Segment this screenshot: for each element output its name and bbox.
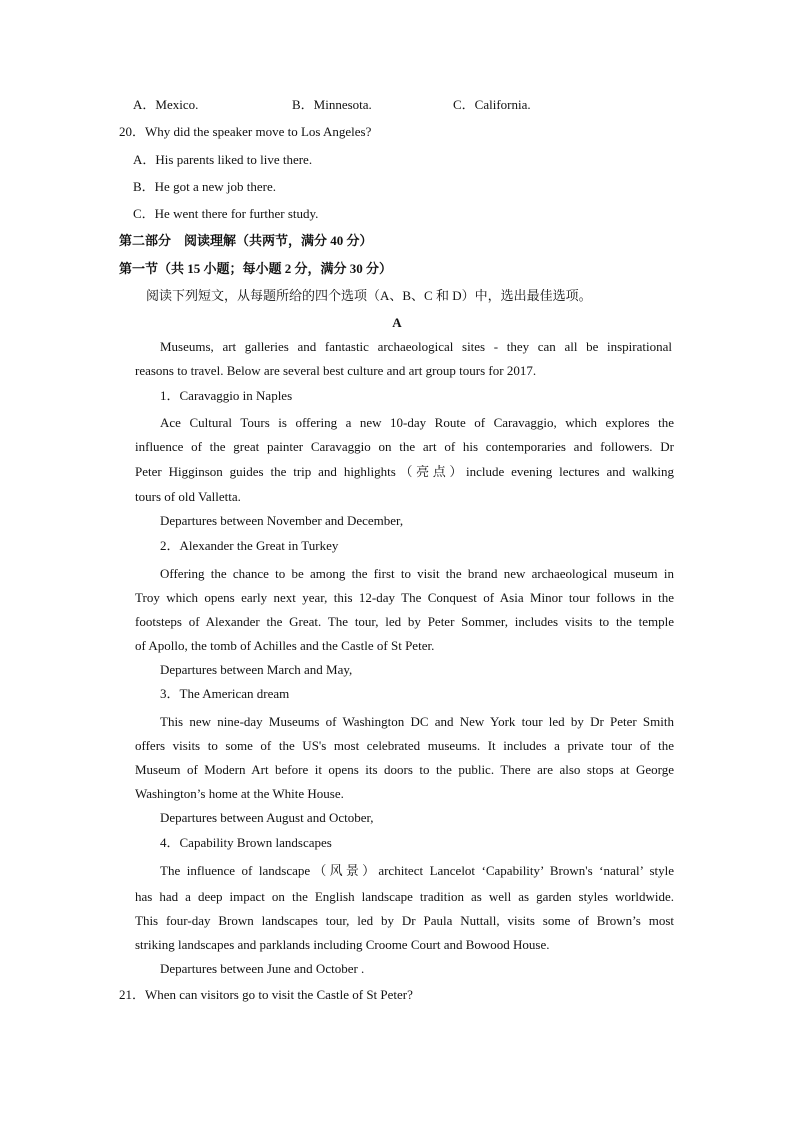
tour2-departures: Departures between March and May, — [160, 662, 353, 677]
tour3-line-3: Museum of Modern Art before it opens its doors to the public. There are also stops at George — [135, 762, 674, 777]
reading-instruction: 阅读下列短文，从每题所给的四个选项（A、B、C 和 D）中，选出最佳选项。 — [146, 288, 592, 303]
q20-option-a: A．His parents liked to live there. — [133, 152, 313, 167]
q20-option-c: C．He went there for further study. — [133, 206, 319, 221]
tour2-line-3: footsteps of Alexander the Great. The tour, led by Peter Sommer, includes visits to the temple — [135, 614, 674, 629]
tour3-title: 3．The American dream — [160, 686, 290, 701]
tour2-line-2: Troy which opens early next year, this 12-day The Conquest of Asia Minor tour follows in the — [135, 590, 674, 605]
tour4-departures: Departures between June and October . — [160, 961, 365, 976]
tour2-title: 2．Alexander the Great in Turkey — [160, 538, 339, 553]
q19-option-a: A．Mexico. — [133, 97, 199, 112]
intro-line-2: reasons to travel. Below are several best culture and art group tours for 2017. — [135, 363, 537, 378]
tour1-line-3: Peter Higginson guides the trip and highlights（亮点）include evening lectures and walking — [135, 464, 674, 479]
tour3-line-2: offers visits to some of the US's most celebrated museums. It includes a private tour of the — [135, 738, 674, 753]
q20-option-b: B．He got a new job there. — [133, 179, 276, 194]
tour4-line-4: striking landscapes and parklands including Croome Court and Bowood House. — [135, 937, 550, 952]
part2-heading: 第二部分 阅读理解（共两节，满分 40 分） — [119, 233, 373, 248]
tour1-line-1: Ace Cultural Tours is offering a new 10-day Route of Caravaggio, which explores the — [160, 415, 674, 430]
tour1-departures: Departures between November and December, — [160, 513, 404, 528]
tour2-line-1: Offering the chance to be among the first to visit the brand new archaeological museum in — [160, 566, 674, 581]
passage-label: A — [392, 315, 402, 330]
q19-option-c: C．California. — [453, 97, 531, 112]
tour1-title: 1．Caravaggio in Naples — [160, 388, 293, 403]
tour1-line-4: tours of old Valletta. — [135, 489, 241, 504]
tour2-line-4: of Apollo, the tomb of Achilles and the Castle of St Peter. — [135, 638, 435, 653]
tour3-line-4: Washington’s home at the White House. — [135, 786, 344, 801]
tour3-departures: Departures between August and October, — [160, 810, 374, 825]
q21-stem: 21．When can visitors go to visit the Castle of St Peter? — [119, 987, 413, 1002]
tour4-line-2: has had a deep impact on the English landscape tradition as well as garden styles worldwide. — [135, 889, 674, 904]
tour4-title: 4．Capability Brown landscapes — [160, 835, 332, 850]
tour4-line-1: The influence of landscape（风景）architect Lancelot ‘Capability’ Brown's ‘natural’ style — [160, 863, 674, 878]
q20-stem: 20．Why did the speaker move to Los Angeles? — [119, 124, 372, 139]
section1-heading: 第一节（共 15 小题；每小题 2 分，满分 30 分） — [119, 261, 393, 276]
tour4-line-3: This four-day Brown landscapes tour, led by Dr Paula Nuttall, visits some of Brown’s most — [135, 913, 674, 928]
tour3-line-1: This new nine-day Museums of Washington DC and New York tour led by Dr Peter Smith — [160, 714, 674, 729]
intro-line-1: Museums, art galleries and fantastic archaeological sites - they can all be inspirational — [160, 339, 672, 354]
tour1-line-2: influence of the great painter Caravaggio on the art of his contemporaries and followers. Dr — [135, 439, 674, 454]
q19-option-b: B．Minnesota. — [292, 97, 372, 112]
